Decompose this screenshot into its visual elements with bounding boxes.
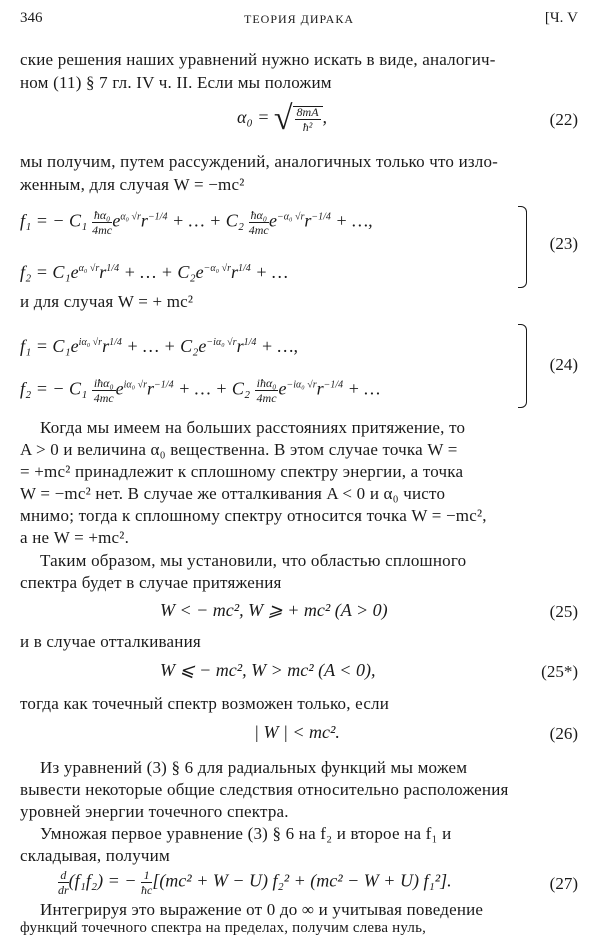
text-line: Умножая первое уравнение (3) § 6 на f₂ и второе на f₁ и (40, 824, 452, 843)
eq24-line2: f₂ = − C₁ $\frac{\text{iħα₀}}{4mc}$ $e^{i\alpha_0 √r}r^{-1/4}$ + … + C₂ $\frac{\text{iħα₀}}{4mc}$ $e^{-i\alpha_0 √r}r^{-1/4}$ + … (20, 376, 381, 405)
equation-25: W < − mc², W ⩾ + mc² (A > 0) (160, 600, 388, 620)
equation-26: | W | < mc². (254, 722, 340, 742)
eq22-den: ħ² (302, 119, 313, 134)
equation-27: $\frac{d}{dr}$ (f₁f₂) = − $\frac{1}{ħc}$ [(mc² + W − U) f₂² + (mc² − W + U) f₁²]. (58, 868, 452, 897)
right-brace (518, 206, 527, 288)
text-line: A > 0 и величина α₀ вещественна. В этом случае точка W = (20, 440, 458, 459)
eq27-label: (27) (549, 874, 578, 893)
text-line: ские решения наших уравнений нужно искать в виде, аналогич- (20, 50, 496, 69)
text-line: Таким образом, мы установили, что областью сплошного (40, 551, 467, 570)
right-brace (518, 324, 527, 408)
text-line: складывая, получим (20, 846, 170, 865)
eq25s-label: (25*) (541, 662, 578, 681)
sqrt-icon: √ (273, 100, 293, 137)
eq24-label: (24) (549, 355, 578, 374)
text-line: вывести некоторые общие следствия относительно расположения (20, 780, 509, 799)
eq22-num: 8mA (296, 104, 319, 119)
eq23-line2: $f_2 = C_1e^{\alpha_0 √r}r^{1/4}$ + … + $C_2e^{-\alpha_0 √r}r^{1/4}$ + … (20, 262, 288, 282)
eq22-sqrt (293, 104, 323, 134)
eq25-label: (25) (549, 602, 578, 621)
text-line: и в случае отталкивания (20, 632, 201, 651)
eq22-label: (22) (549, 110, 578, 129)
text-line: спектра будет в случае притяжения (20, 573, 282, 592)
eq23-label: (23) (549, 234, 578, 253)
text-line: мы получим, путем рассуждений, аналогичных только что изло- (20, 152, 499, 171)
text-line: а не W = +mc². (20, 528, 130, 547)
text-line: уровней энергии точечного спектра. (20, 802, 289, 821)
text-line: женным, для случая W = −mc² (20, 175, 245, 194)
eq23-line1: f₁ = − C₁ $\frac{\text{ħα₀}}{4mc}$ $e^{\alpha_0 √r}r^{-1/4}$ + … + C₂ $\frac{\text{ħα₀}}{4mc}$ $e^{-\alpha_0 √r}r^{-1/4}$ + …, (20, 208, 373, 237)
text-line: ном (11) § 7 гл. IV ч. II. Если мы положим (20, 73, 332, 92)
eq24-line1: $f_1 = C_1e^{i\alpha_0 √r}r^{1/4}$ + … + $C_2e^{-i\alpha_0 √r}r^{1/4}$ + …, (20, 336, 299, 356)
eq22-lhs: α₀ = (237, 107, 270, 128)
text-line: функций точечного спектра на пределах, получим слева нуль, (20, 920, 427, 936)
eq26-label: (26) (549, 724, 578, 743)
text-line: = +mc² принадлежит к сплошному спектру энергии, а точка (20, 462, 464, 481)
equation-22 (237, 100, 327, 138)
page-header (20, 10, 578, 32)
text-line: Из уравнений (3) § 6 для радиальных функций мы можем (40, 758, 468, 777)
text-line: Интегрируя это выражение от 0 до ∞ и учитывая поведение (40, 900, 484, 919)
page-number: 346 (20, 10, 43, 26)
text-line: тогда как точечный спектр возможен только, если (20, 694, 390, 713)
chapter-marker: [Ч. V (544, 10, 578, 26)
eq22-tail: , (322, 107, 328, 128)
text-line: W = −mc² нет. В случае же отталкивания A < 0 и α₀ чисто (20, 484, 446, 503)
text-line: мнимо; тогда к сплошному спектру относится точка W = −mc², (20, 506, 487, 525)
equation-25s: W ⩽ − mc², W > mc² (A < 0), (160, 660, 376, 680)
running-title: ТЕОРИЯ ДИРАКА (244, 12, 354, 26)
text-line: Когда мы имеем на больших расстояниях притяжение, то (40, 418, 466, 437)
text-line: и для случая W = + mc² (20, 292, 194, 311)
